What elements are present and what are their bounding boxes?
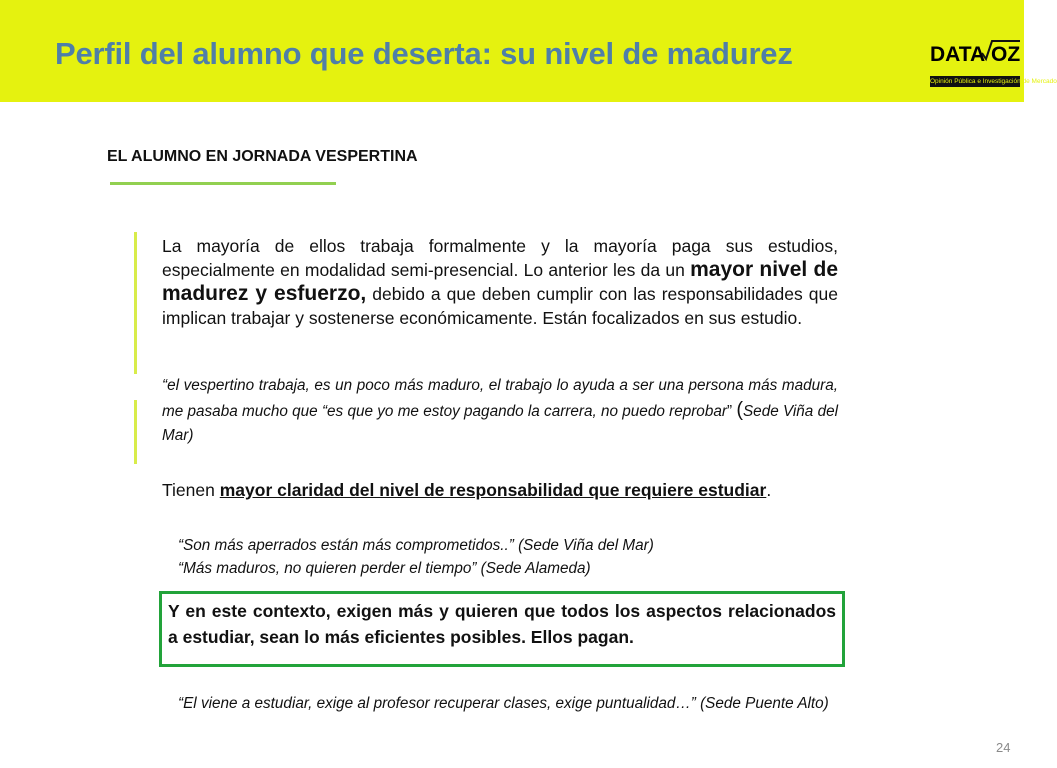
slide-title: Perfil del alumno que deserta: su nivel de madurez — [55, 36, 793, 71]
paragraph-2-underlined: mayor claridad del nivel de responsabilidad que requiere estudiar — [219, 480, 767, 500]
quote-bar-1 — [134, 232, 137, 374]
quote-1-text: “el vespertino trabaja, es un poco más maduro, el trabajo lo ayuda a ser una persona más madura, me pasaba mucho que “es que yo me estoy pagando la carrera, no puedo reprobar — [162, 377, 838, 420]
highlight-box-text: Y en este contexto, exigen más y quieren que todos los aspectos relacionados a estudiar, sean lo más eficientes posibles. Ellos pagan. — [168, 601, 836, 647]
section-title: EL ALUMNO EN JORNADA VESPERTINA — [107, 148, 418, 165]
logo-text-right: OZ — [991, 43, 1021, 66]
quote-1 — [162, 374, 838, 448]
logo-tagline: Opinión Pública e Investigación de Mercado — [930, 78, 1057, 85]
final-quote: “El viene a estudiar, exige al profesor recuperar clases, exige puntualidad…” (Sede Puente Alto) — [178, 695, 829, 712]
page-number: 24 — [996, 740, 1011, 755]
paragraph-2 — [162, 478, 838, 502]
quote-1-source: Sede Viña del Mar) — [162, 403, 839, 444]
paragraph-2-lead: Tienen — [162, 480, 220, 500]
quote-1-paren: ( — [736, 399, 743, 421]
paragraph-1 — [162, 234, 838, 330]
logo-text-left: DATA — [930, 43, 986, 66]
paragraph-1-part-2: debido a que deben cumplir con las responsabilidades que implican trabajar y sostenerse económicamente. Están focalizados en sus estudio. — [162, 284, 839, 328]
header-band — [0, 0, 1057, 102]
quote-1-closing: ” — [726, 403, 737, 420]
paragraph-1-part-1: La mayoría de ellos trabaja formalmente y la mayoría paga sus estudios, especialmente en modalidad semi-presencial. Lo anterior les da un — [162, 236, 838, 280]
paragraph-2-end: . — [766, 480, 772, 500]
paragraph-1-emphasis: mayor nivel de madurez y esfuerzo, — [162, 258, 839, 305]
datavoz-logo — [930, 37, 1057, 89]
quote-2: “Son más aperrados están más comprometidos..” (Sede Viña del Mar) — [178, 537, 654, 554]
highlight-box — [159, 591, 845, 667]
quote-3: “Más maduros, no quieren perder el tiempo” (Sede Alameda) — [178, 560, 591, 577]
quote-bar-2 — [134, 400, 137, 464]
section-accent-line — [110, 182, 336, 185]
logo-mark-icon — [930, 37, 1020, 73]
